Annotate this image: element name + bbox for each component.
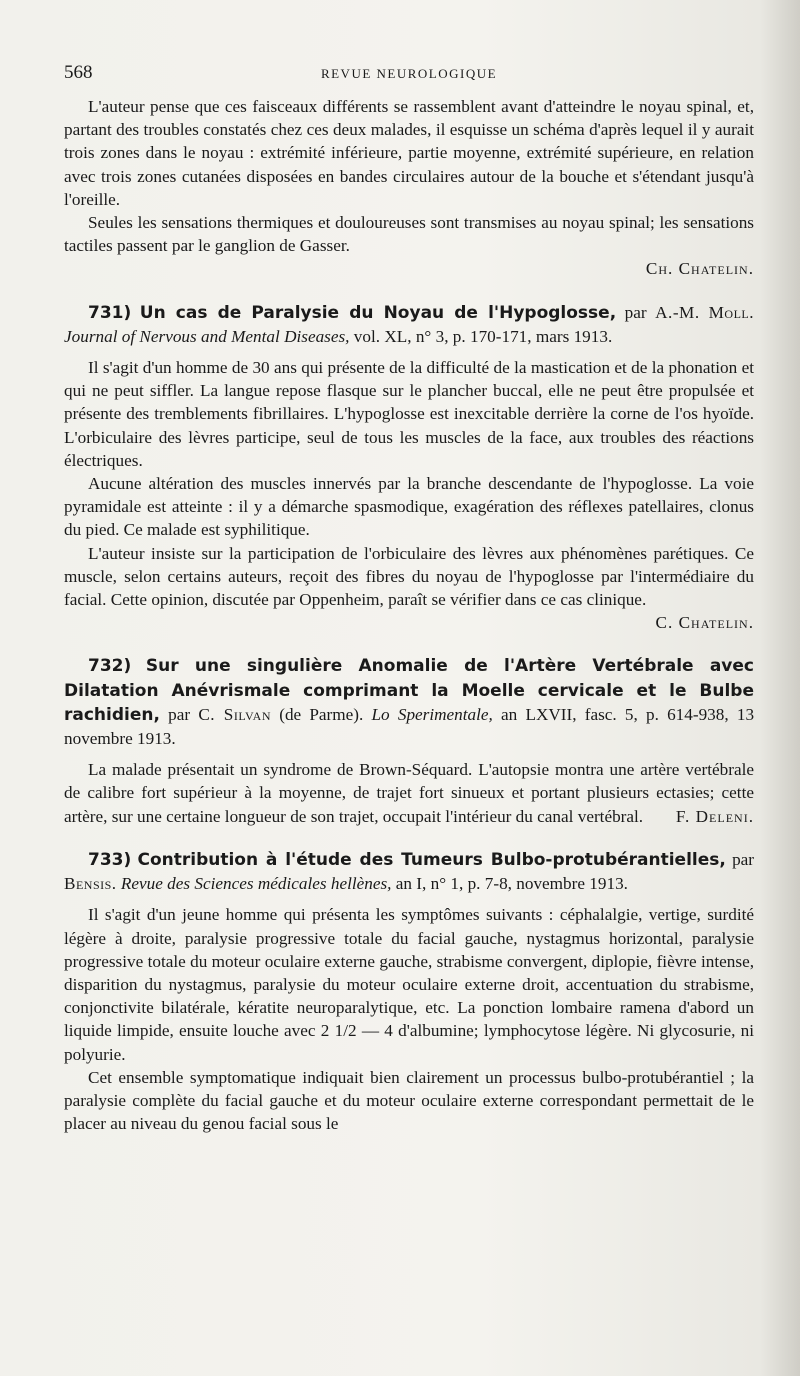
page-number: 568 — [64, 62, 93, 83]
entry-paragraph-with-signature — [64, 758, 754, 828]
signature: F. Deleni. — [675, 806, 754, 826]
entry-number: 731) — [88, 302, 132, 323]
entry-author: Bensis. — [64, 874, 117, 894]
abstract-entry-731 — [64, 301, 754, 635]
entry-number: 732) — [88, 656, 132, 677]
entry-paragraph: Aucune altération des muscles innervés par la branche descendante de l'hypoglosse. La voie pyramidale est atteinte : il y a démarche spasmodique, exagération des réflexes patellaires, clonus du pied. Ce malade est syphilitique. — [64, 474, 754, 540]
entry-heading — [64, 301, 754, 348]
entry-location: (de Parme). — [279, 704, 364, 724]
abstract-entry-733 — [64, 848, 754, 1135]
signature: C. Chatelin. — [655, 613, 754, 633]
entry-author: C. Silvan — [198, 704, 272, 724]
entry-title: Un cas de Paralysie du Noyau de l'Hypoglosse, — [139, 302, 617, 323]
article-body — [64, 95, 754, 1135]
entry-journal: Journal of Nervous and Mental Diseases, — [64, 326, 350, 346]
entry-heading — [64, 654, 754, 750]
entry-journal: Revue des Sciences médicales hellènes, — [120, 874, 392, 894]
entry-title: Contribution à l'étude des Tumeurs Bulbo-protubérantielles, — [137, 849, 726, 870]
entry-heading — [64, 848, 754, 895]
entry-journal: Lo Sperimentale, — [371, 704, 493, 724]
entry-paragraph: Il s'agit d'un jeune homme qui présenta les symptômes suivants : céphalalgie, vertige, surdité légère à droite, paralysie progressive totale du facial gauche, nystagmus horizontal, paralysie progressive totale du moteur oculaire externe gauche, strabisme convergent, diplopie, fièvre intense, disparition du nystagmus, paralysie du moteur oculaire externe droit, accentuation du strabisme, conjonctivite bilatérale, kératite neuroparalytique, etc. La ponction lombaire ramena d'abord un liquide limpide, ensuite louche avec 2 1/2 — 4 d'albumine; lymphocytose légère. Ni glycosurie, ni polyurie. — [64, 905, 754, 1064]
entry-by: par — [168, 704, 191, 724]
intro-paragraph: Seules les sensations thermiques et douloureuses sont transmises au noyau spinal; les sensations tactiles passent par le ganglion de Gasser. — [64, 213, 754, 256]
abstract-entry-732 — [64, 654, 754, 827]
intro-paragraph: L'auteur pense que ces faisceaux différents se rassemblent avant d'atteindre le noyau spinal, et, partant des troubles constatés chez ces deux malades, il esquisse un schéma d'après lequel il y aurait trois zones dans le noyau : extrémité inférieure, partie moyenne, extrémité supérieure, en relation avec trois zones cutanées disposées en bandes circulaires autour de la bouche et s'étendant jusqu'à l'oreille. — [64, 97, 754, 209]
entry-by: par — [732, 849, 755, 869]
entry-author: A.-M. Moll. — [655, 302, 755, 322]
entry-reference: an I, n° 1, p. 7-8, novembre 1913. — [395, 874, 628, 894]
entry-number: 733) — [88, 849, 132, 870]
entry-paragraph: L'auteur insiste sur la participation de l'orbiculaire des lèvres aux phénomènes parétiques. Ce muscle, selon certains auteurs, reçoit des fibres du noyau de l'hypoglosse par l'intermédiaire du facial. Cette opinion, discutée par Oppenheim, paraît se vérifier dans ce cas clinique. — [64, 543, 754, 610]
entry-paragraph-with-signature — [64, 542, 754, 635]
running-title: REVUE NEUROLOGIQUE — [320, 66, 498, 81]
entry-by: par — [624, 302, 647, 322]
entry-paragraph: La malade présentait un syndrome de Brown-Séquard. L'autopsie montra une artère vertébrale de calibre fort supérieur à la moyenne, de trajet fort sinueux et portant plusieurs ectasies; cette artère, sur une certaine longueur de son trajet, occupait l'intérieur du canal vertébral. — [64, 760, 754, 826]
entry-title: Sur une singulière Anomalie de l'Artère Vertébrale avec Dilatation Anévrismale comprimant la Moelle cervicale et le Bulbe rachidien, — [64, 656, 754, 725]
entry-reference: an LXVII, fasc. 5, p. 614-938, 13 novembre 1913. — [64, 704, 755, 749]
entry-reference: vol. XL, n° 3, p. 170-171, mars 1913. — [353, 326, 613, 346]
entry-paragraph: Cet ensemble symptomatique indiquait bien clairement un processus bulbo-protubérantiel ; la paralysie complète du facial gauche et du moteur oculaire externe correspondant permettait de le placer au niveau du genou facial sous le — [64, 1067, 754, 1134]
page-header — [64, 62, 754, 86]
signature: Ch. Chatelin. — [645, 259, 754, 279]
entry-paragraph: Il s'agit d'un homme de 30 ans qui présente de la difficulté de la mastication et de la phonation et qui ne peut siffler. La langue repose flasque sur le plancher buccal, elle ne peut être propulsée et présente des tremblements fibrillaires. L'hypoglosse est inexcitable derrière la corne de l'os hyoïde. L'orbiculaire des lèvres participe, seul de tous les muscles de la face, aux troubles des réactions électriques. — [64, 358, 754, 470]
